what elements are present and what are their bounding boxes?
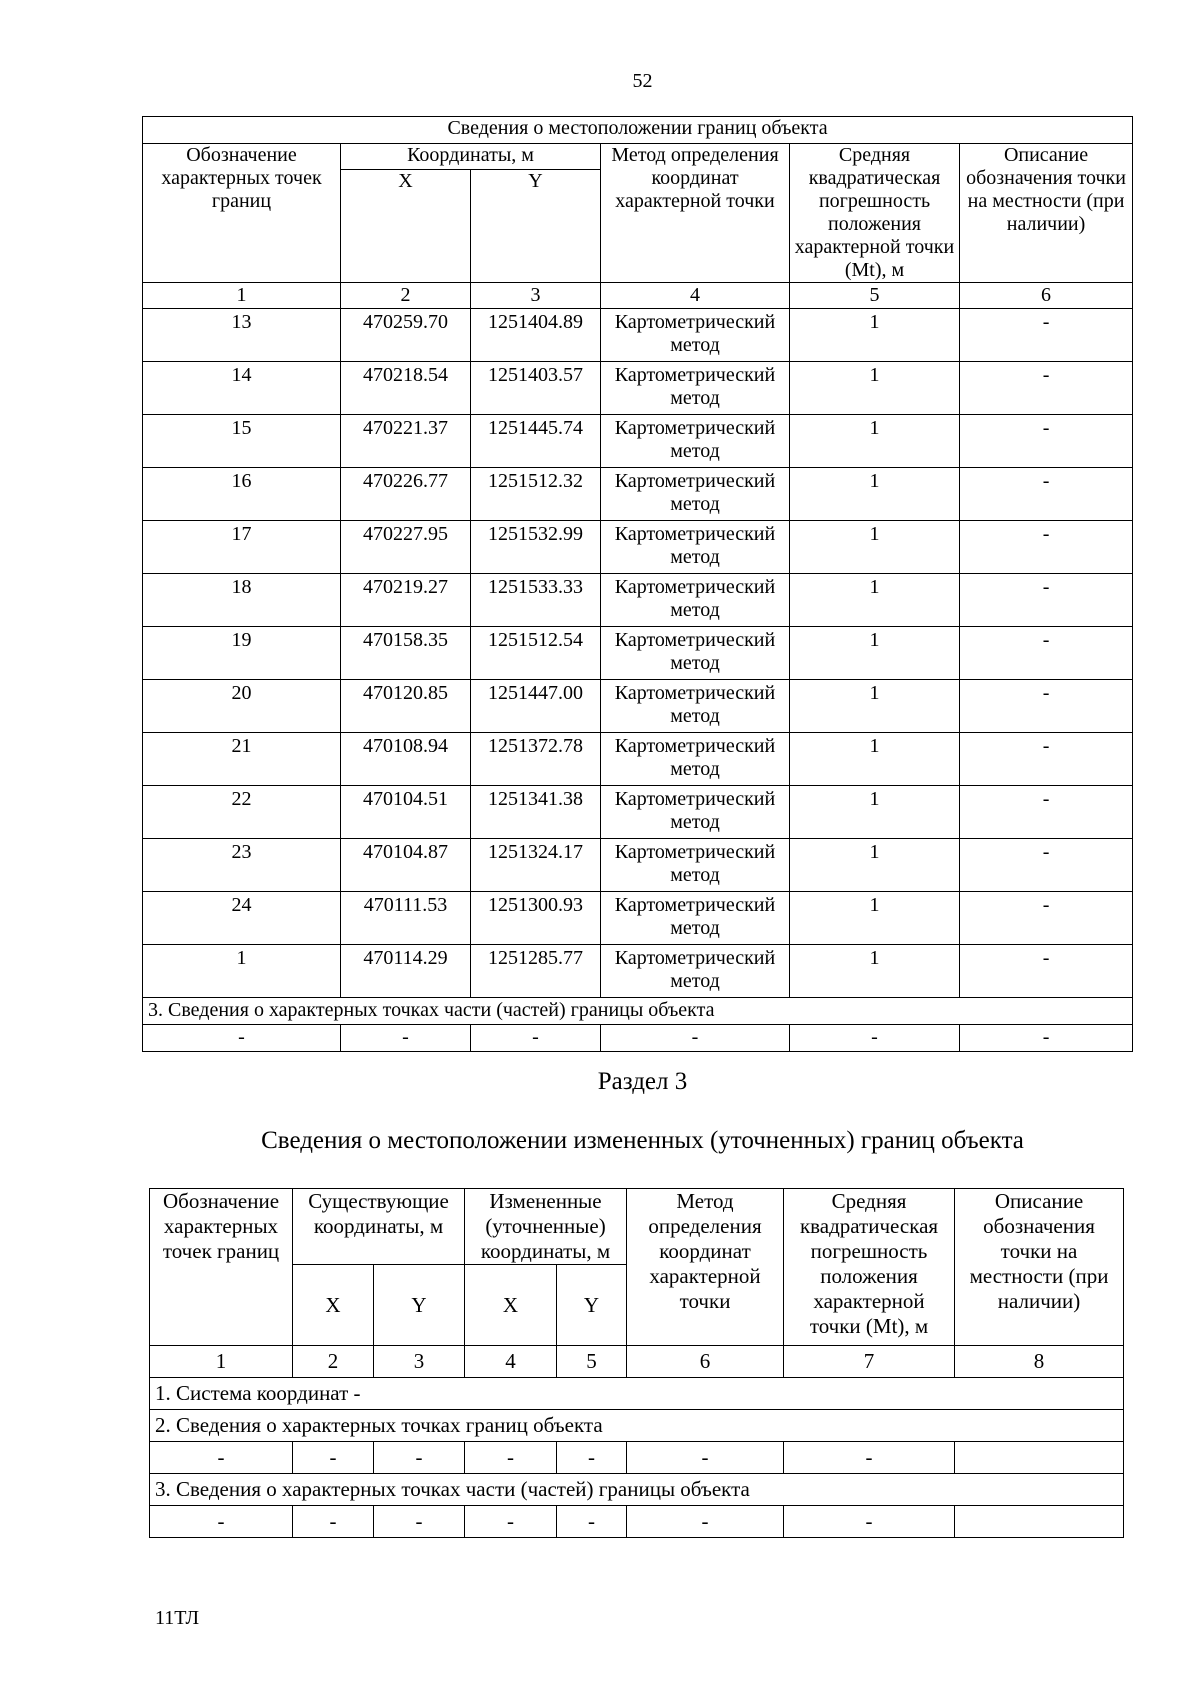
table-row — [143, 468, 1133, 521]
coord-system-label: 1. Система координат - — [150, 1378, 1124, 1410]
column-number: 6 — [627, 1346, 784, 1378]
column-numbers-row — [150, 1346, 1124, 1378]
header-method: Метод определения координат характерной точки — [627, 1189, 784, 1346]
cell-point: 20 — [143, 680, 341, 733]
table-row — [143, 521, 1133, 574]
cell-point: 16 — [143, 468, 341, 521]
cell-point: 19 — [143, 627, 341, 680]
cell-point: 15 — [143, 415, 341, 468]
table-cell: - — [143, 1025, 341, 1052]
cell-method: Картометрический метод — [601, 415, 790, 468]
cell-y: 1251533.33 — [471, 574, 601, 627]
page-number: 52 — [632, 70, 653, 92]
cell-x: 470114.29 — [341, 945, 471, 998]
cell-desc: - — [960, 786, 1133, 839]
table-header-row — [150, 1189, 1124, 1265]
cell-error: 1 — [790, 839, 960, 892]
column-number: 2 — [341, 283, 471, 309]
cell-method: Картометрический метод — [601, 680, 790, 733]
table-row — [143, 786, 1133, 839]
cell-error: 1 — [790, 521, 960, 574]
table-cell: - — [465, 1506, 557, 1538]
cell-x: 470120.85 — [341, 680, 471, 733]
boundary-points-label: 2. Сведения о характерных точках границ объекта — [150, 1410, 1124, 1442]
table-row — [143, 733, 1133, 786]
header-y: Y — [471, 170, 601, 283]
cell-error: 1 — [790, 680, 960, 733]
cell-method: Картометрический метод — [601, 309, 790, 362]
boundary-dash-row — [150, 1442, 1124, 1474]
table-row — [143, 362, 1133, 415]
table-header-row — [143, 144, 1133, 170]
column-numbers-row — [143, 283, 1133, 309]
cell-desc: - — [960, 521, 1133, 574]
cell-desc: - — [960, 362, 1133, 415]
table-cell: - — [557, 1442, 627, 1474]
table-cell: - — [150, 1442, 293, 1474]
table-cell: - — [960, 1025, 1133, 1052]
cell-y: 1251512.32 — [471, 468, 601, 521]
cell-x: 470104.51 — [341, 786, 471, 839]
cell-x: 470221.37 — [341, 415, 471, 468]
header-error: Средняя квадратическая погрешность положения характерной точки (Mt), м — [784, 1189, 955, 1346]
header-x: X — [341, 170, 471, 283]
cell-y: 1251447.00 — [471, 680, 601, 733]
cell-method: Картометрический метод — [601, 892, 790, 945]
part-dash-row — [143, 1025, 1133, 1052]
cell-x: 470218.54 — [341, 362, 471, 415]
boundary-points-row — [150, 1410, 1124, 1442]
cell-error: 1 — [790, 786, 960, 839]
header-point: Обозначение характерных точек границ — [143, 144, 341, 283]
cell-error: 1 — [790, 468, 960, 521]
header-description: Описание обозначения точки на местности (при наличии) — [960, 144, 1133, 283]
cell-desc: - — [960, 892, 1133, 945]
column-number: 3 — [374, 1346, 465, 1378]
cell-desc: - — [960, 733, 1133, 786]
table-cell — [955, 1442, 1124, 1474]
cell-error: 1 — [790, 574, 960, 627]
cell-desc: - — [960, 627, 1133, 680]
table-row — [143, 680, 1133, 733]
cell-method: Картометрический метод — [601, 839, 790, 892]
column-number: 6 — [960, 283, 1133, 309]
cell-error: 1 — [790, 733, 960, 786]
cell-desc: - — [960, 945, 1133, 998]
table-caption-row — [143, 117, 1133, 144]
column-number: 4 — [465, 1346, 557, 1378]
header-existing-coordinates: Существующие координаты, м — [293, 1189, 465, 1265]
header-description: Описание обозначения точки на местности (при наличии) — [955, 1189, 1124, 1346]
table-caption: Сведения о местоположении границ объекта — [143, 117, 1133, 144]
cell-method: Картометрический метод — [601, 945, 790, 998]
cell-desc: - — [960, 839, 1133, 892]
cell-point: 23 — [143, 839, 341, 892]
cell-error: 1 — [790, 627, 960, 680]
cell-error: 1 — [790, 945, 960, 998]
column-number: 5 — [557, 1346, 627, 1378]
table-cell: - — [465, 1442, 557, 1474]
cell-x: 470111.53 — [341, 892, 471, 945]
part-section-label: 3. Сведения о характерных точках части (частей) границы объекта — [143, 998, 1133, 1025]
cell-point: 22 — [143, 786, 341, 839]
cell-x: 470104.87 — [341, 839, 471, 892]
table-cell: - — [374, 1506, 465, 1538]
cell-desc: - — [960, 680, 1133, 733]
table-row — [143, 309, 1133, 362]
part-dash-row — [150, 1506, 1124, 1538]
table-cell: - — [627, 1506, 784, 1538]
table-cell: - — [471, 1025, 601, 1052]
cell-point: 18 — [143, 574, 341, 627]
table-cell: - — [790, 1025, 960, 1052]
table-row — [143, 627, 1133, 680]
cell-y: 1251445.74 — [471, 415, 601, 468]
table-cell: - — [627, 1442, 784, 1474]
table-cell: - — [601, 1025, 790, 1052]
header-x-changed: X — [465, 1265, 557, 1346]
table-row — [143, 839, 1133, 892]
cell-x: 470219.27 — [341, 574, 471, 627]
cell-x: 470108.94 — [341, 733, 471, 786]
cell-desc: - — [960, 574, 1133, 627]
boundary-points-table — [142, 116, 1133, 1052]
cell-method: Картометрический метод — [601, 627, 790, 680]
cell-x: 470158.35 — [341, 627, 471, 680]
section-subtitle: Сведения о местоположении измененных (уточненных) границ объекта — [261, 1127, 1024, 1154]
cell-y: 1251532.99 — [471, 521, 601, 574]
cell-error: 1 — [790, 415, 960, 468]
table-row — [143, 574, 1133, 627]
column-number: 5 — [790, 283, 960, 309]
header-y-changed: Y — [557, 1265, 627, 1346]
cell-method: Картометрический метод — [601, 468, 790, 521]
cell-method: Картометрический метод — [601, 521, 790, 574]
cell-y: 1251512.54 — [471, 627, 601, 680]
cell-desc: - — [960, 468, 1133, 521]
coord-system-row — [150, 1378, 1124, 1410]
part-points-label: 3. Сведения о характерных точках части (частей) границы объекта — [150, 1474, 1124, 1506]
part-section-row — [143, 998, 1133, 1025]
table-cell: - — [374, 1442, 465, 1474]
cell-point: 24 — [143, 892, 341, 945]
header-x-existing: X — [293, 1265, 374, 1346]
cell-point: 14 — [143, 362, 341, 415]
header-method: Метод определения координат характерной точки — [601, 144, 790, 283]
cell-method: Картометрический метод — [601, 574, 790, 627]
header-point: Обозначение характерных точек границ — [150, 1189, 293, 1346]
column-number: 1 — [143, 283, 341, 309]
header-changed-coordinates: Измененные (уточненные) координаты, м — [465, 1189, 627, 1265]
cell-point: 13 — [143, 309, 341, 362]
column-number: 2 — [293, 1346, 374, 1378]
table-row — [143, 892, 1133, 945]
cell-desc: - — [960, 415, 1133, 468]
table-row — [143, 945, 1133, 998]
table-cell: - — [784, 1506, 955, 1538]
cell-x: 470259.70 — [341, 309, 471, 362]
changed-boundaries-table — [149, 1188, 1124, 1538]
table-cell: - — [341, 1025, 471, 1052]
table-row — [143, 415, 1133, 468]
part-points-row — [150, 1474, 1124, 1506]
cell-method: Картометрический метод — [601, 362, 790, 415]
cell-y: 1251324.17 — [471, 839, 601, 892]
header-error: Средняя квадратическая погрешность положения характерной точки (Mt), м — [790, 144, 960, 283]
cell-error: 1 — [790, 892, 960, 945]
footer-stamp: 11ТЛ — [155, 1607, 200, 1629]
cell-y: 1251300.93 — [471, 892, 601, 945]
cell-point: 1 — [143, 945, 341, 998]
cell-method: Картометрический метод — [601, 733, 790, 786]
cell-y: 1251403.57 — [471, 362, 601, 415]
header-coordinates: Координаты, м — [341, 144, 601, 170]
column-number: 1 — [150, 1346, 293, 1378]
cell-point: 21 — [143, 733, 341, 786]
table-cell — [955, 1506, 1124, 1538]
column-number: 4 — [601, 283, 790, 309]
cell-x: 470227.95 — [341, 521, 471, 574]
cell-error: 1 — [790, 362, 960, 415]
column-number: 8 — [955, 1346, 1124, 1378]
cell-x: 470226.77 — [341, 468, 471, 521]
column-number: 3 — [471, 283, 601, 309]
cell-method: Картометрический метод — [601, 786, 790, 839]
cell-y: 1251372.78 — [471, 733, 601, 786]
cell-error: 1 — [790, 309, 960, 362]
cell-point: 17 — [143, 521, 341, 574]
table-cell: - — [784, 1442, 955, 1474]
column-number: 7 — [784, 1346, 955, 1378]
cell-y: 1251285.77 — [471, 945, 601, 998]
cell-desc: - — [960, 309, 1133, 362]
header-y-existing: Y — [374, 1265, 465, 1346]
table-cell: - — [150, 1506, 293, 1538]
table-cell: - — [557, 1506, 627, 1538]
table-cell: - — [293, 1442, 374, 1474]
cell-y: 1251341.38 — [471, 786, 601, 839]
section-title: Раздел 3 — [597, 1068, 688, 1095]
table-cell: - — [293, 1506, 374, 1538]
cell-y: 1251404.89 — [471, 309, 601, 362]
